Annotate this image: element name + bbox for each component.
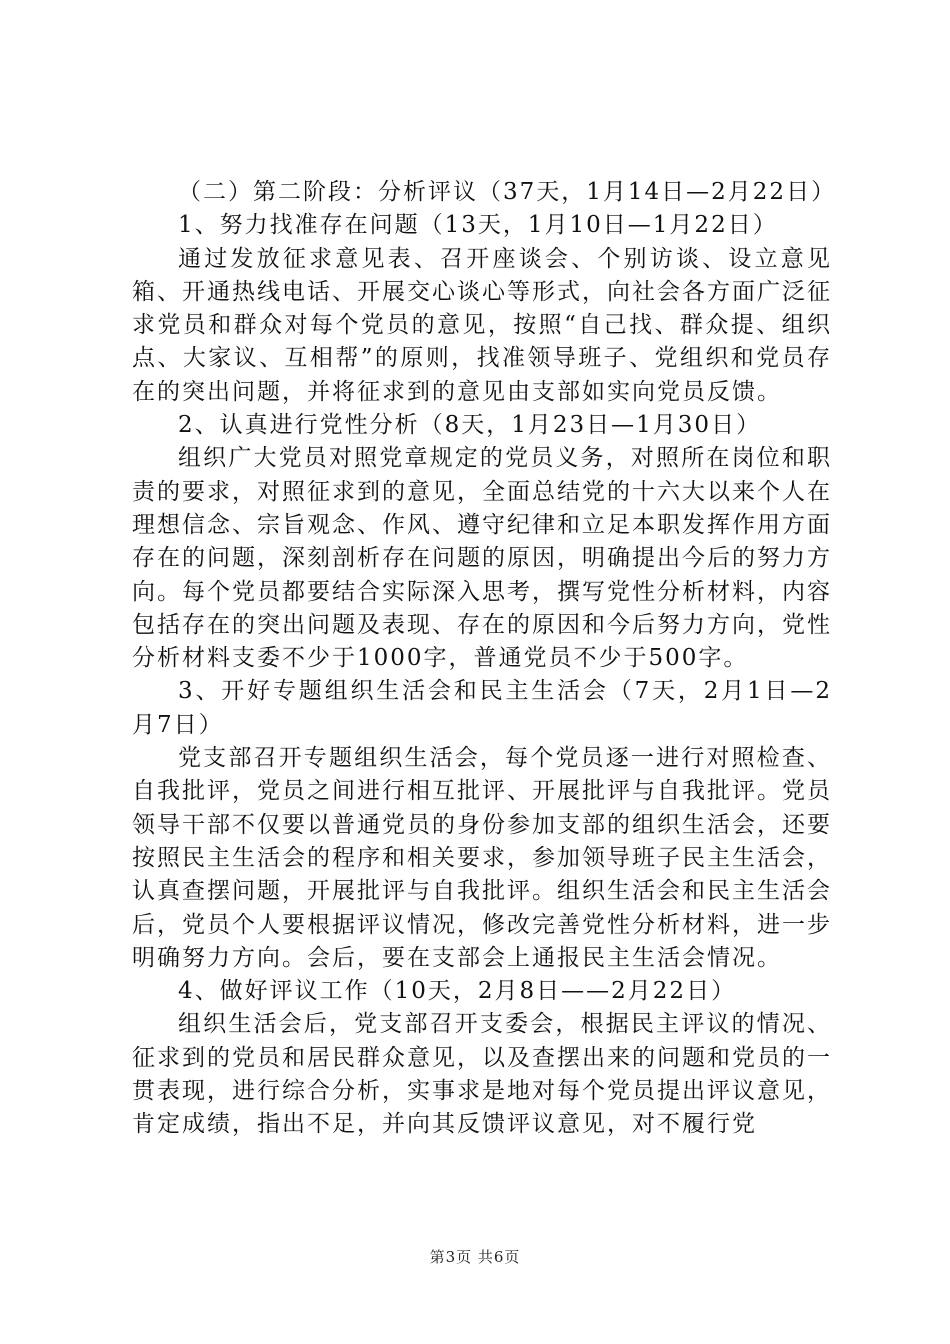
section-heading: （二）第二阶段：分析评议（37天，1月14日—2月22日） [178, 179, 837, 205]
subsection-heading-2: 2、认真进行党性分析（8天，1月23日—1月30日） [178, 412, 762, 439]
page-number-footer: 第3页 共6页 [429, 1248, 521, 1266]
body-paragraph-2: 组织广大党员对照党章规定的党员义务，对照所在岗位和职责的要求，对照征求到的意见，全面总结党的十六大以来个人在理想信念、宗旨观念、作风、遵守纪律和立足本职发挥作用方面存在的问题，深刻剖析存在问题的原因，明确提出今后的努力方向。每个党员都要结合实际深入思考，撰写党性分析材料，内容包括存在的突出问题及表现、存在的原因和今后努力方向，党性分析材料支委不少于1000字，普通党员不少于500字。 [132, 445, 832, 672]
body-paragraph-3: 党支部召开专题组织生活会，每个党员逐一进行对照检查、自我批评，党员之间进行相互批评、开展批评与自我批评。党员领导干部不仅要以普通党员的身份参加支部的组织生活会，还要按照民主生活会的程序和相关要求，参加领导班子民主生活会，认真查摆问题，开展批评与自我批评。组织生活会和民主生活会后，党员个人要根据评议情况，修改完善党性分析材料，进一步明确努力方向。会后，要在支部会上通报民主生活会情况。 [132, 745, 832, 971]
subsection-heading-4: 4、做好评议工作（10天，2月8日——2月22日） [178, 978, 737, 1005]
body-paragraph-1: 通过发放征求意见表、召开座谈会、个别访谈、设立意见箱、开通热线电话、开展交心谈心等形式，向社会各方面广泛征求党员和群众对每个党员的意见，按照“自己找、群众提、组织点、大家议、互相帮”的原则，找准领导班子、党组织和党员存在的突出问题，并将征求到的意见由支部如实向党员反馈。 [132, 245, 832, 405]
subsection-heading-1: 1、努力找准存在问题（13天，1月10日—1月22日） [178, 212, 778, 239]
subsection-heading-3: 3、开好专题组织生活会和民主生活会（7天，2月1日—2月7日） [132, 678, 832, 738]
document-body [132, 176, 837, 1142]
body-paragraph-4: 组织生活会后，党支部召开支委会，根据民主评议的情况、征求到的党员和居民群众意见，以及查摆出来的问题和党员的一贯表现，进行综合分析，实事求是地对每个党员提出评议意见，肯定成绩，指出不足，并向其反馈评议意见，对不履行党 [132, 1011, 832, 1138]
